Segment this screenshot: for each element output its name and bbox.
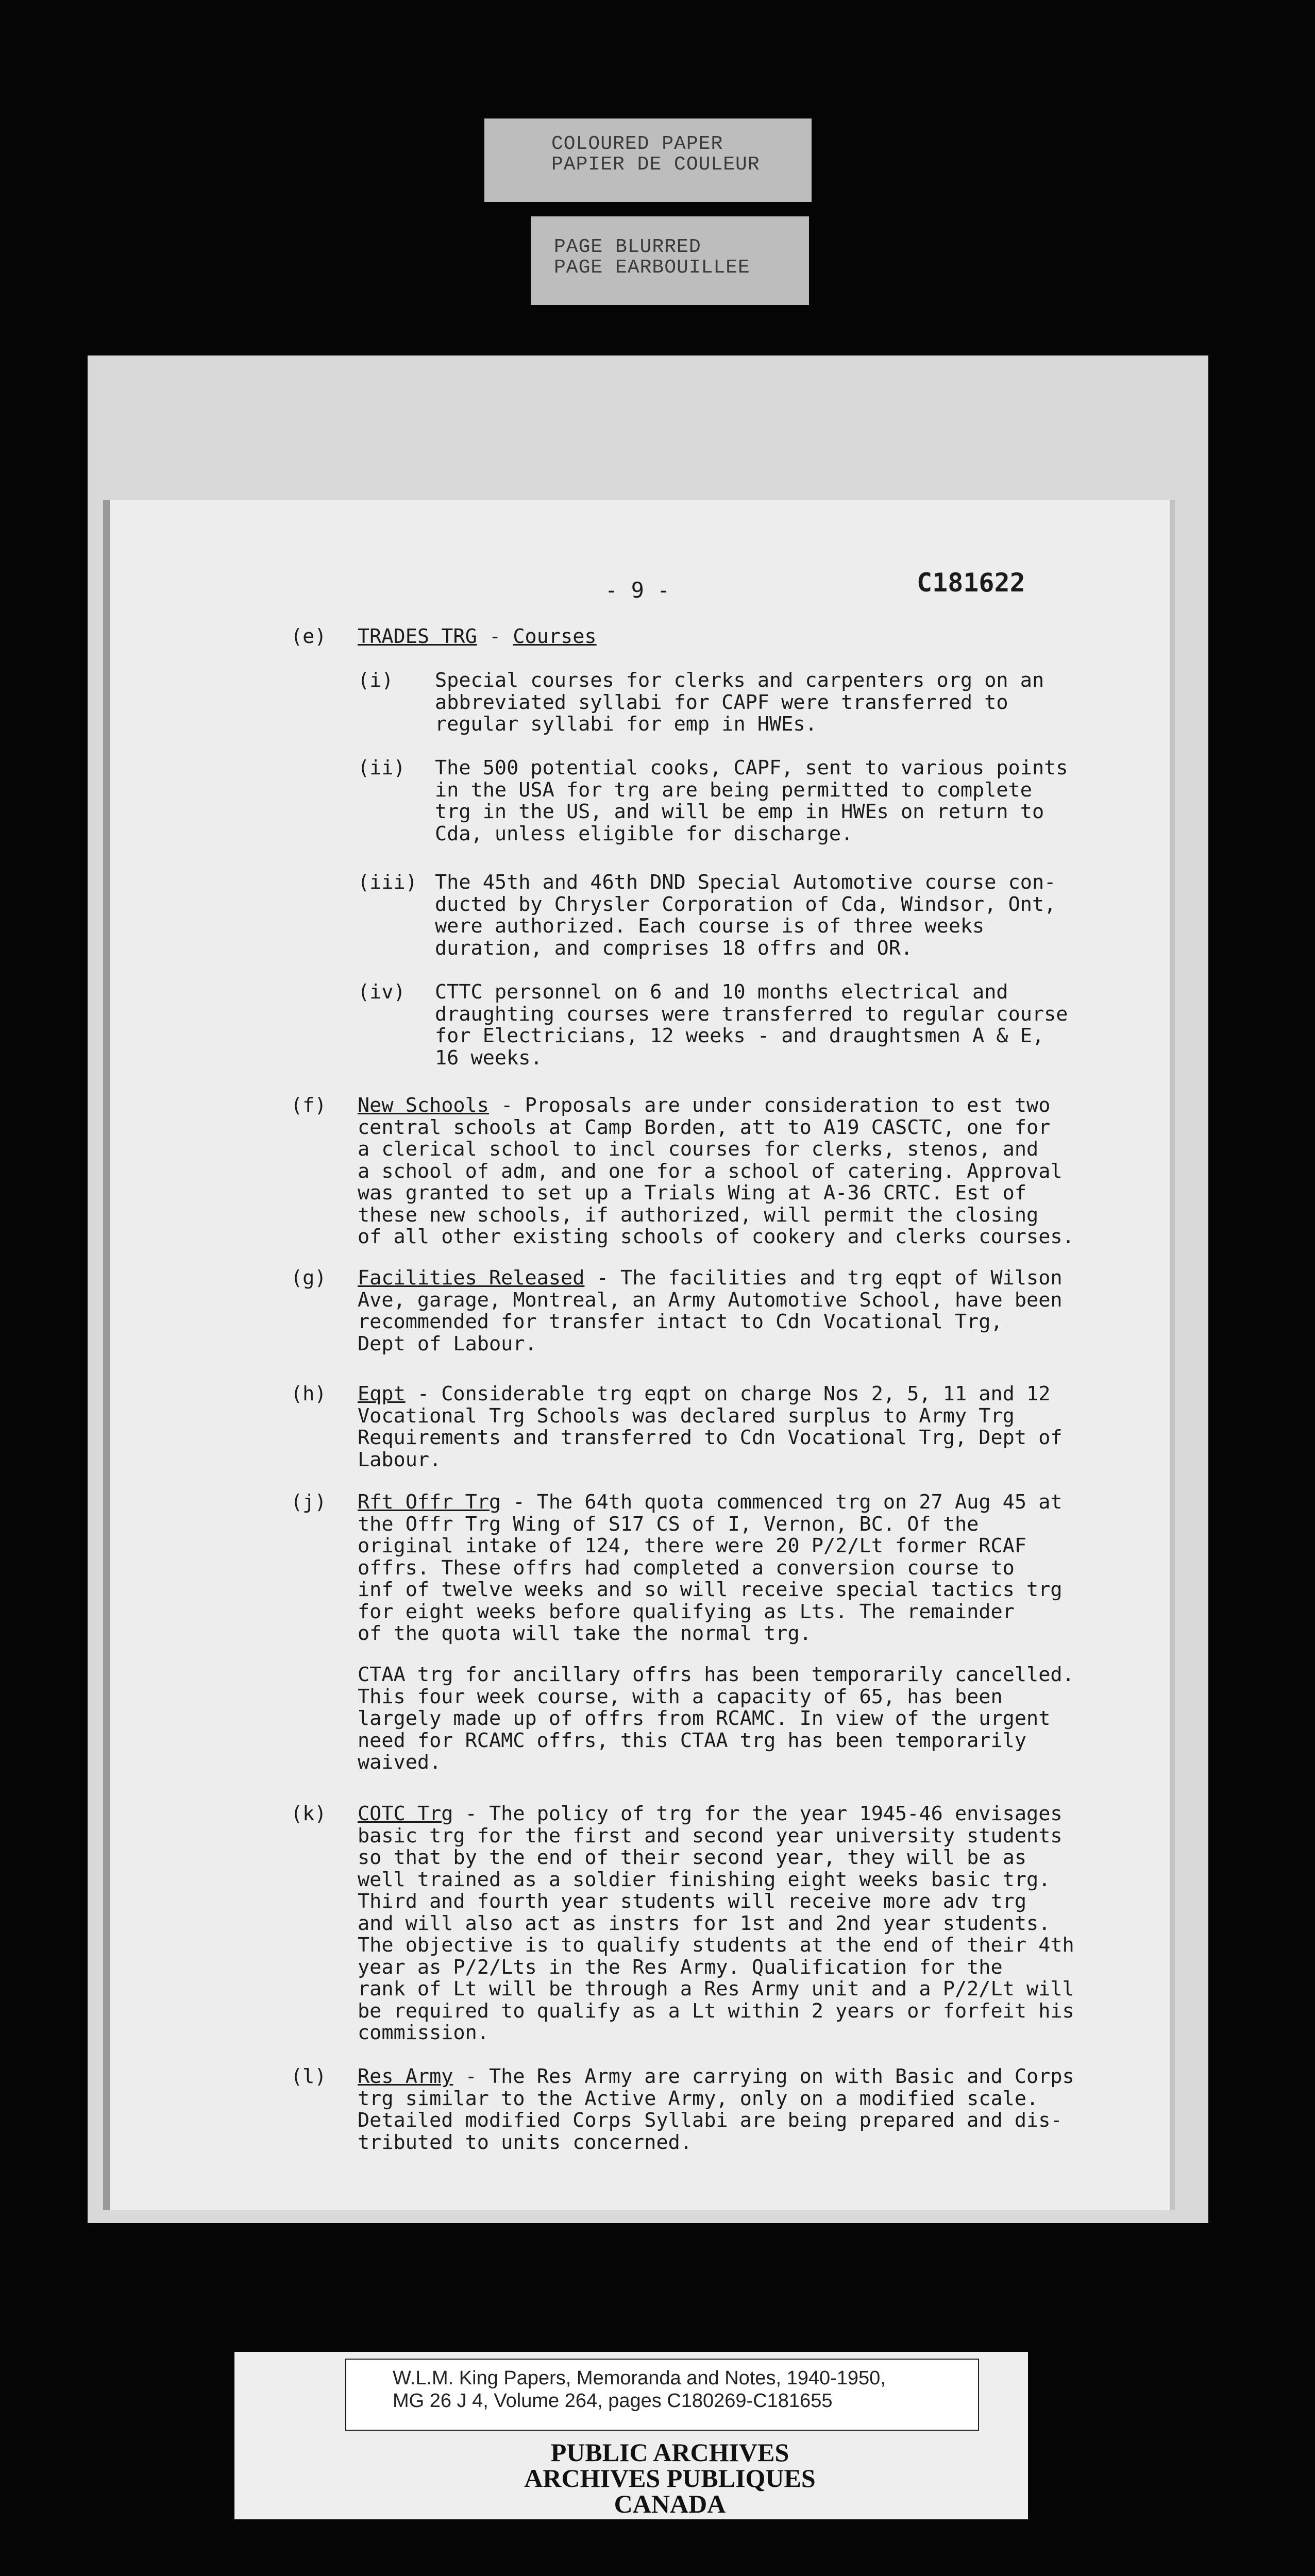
page-blurred-fr: PAGE EARBOUILLEE: [554, 257, 750, 279]
section-j-marker: (j): [291, 1490, 327, 1514]
item-iii-text: The 45th and 46th DND Special Automotive course con- ducted by Chrysler Corporation of Cda, Windsor, Ont, were authorized. Each course is of three weeks duration, and comprises 18 offrs and OR.: [435, 871, 1056, 960]
archives-stamp: [474, 2439, 866, 2517]
section-l-heading: Res Army: [358, 2065, 453, 2088]
section-l-marker: (l): [291, 2065, 327, 2088]
item-ii-marker: (ii): [358, 756, 406, 779]
section-k-heading: COTC Trg: [358, 1802, 453, 1825]
section-k-body: - The policy of trg for the year 1945-46 envisages basic trg for the first and second year university students so that by the end of their second year, they will be as well trained as a soldier finishing eight weeks basic trg. Third and fourth year students will receive more adv trg and will also act as instrs for 1st and 2nd year students. The objective is to qualify students at the end of their 4th year as P/2/Lts in the Res Army. Qualification for the rank of Lt will be through a Res Army unit and a P/2/Lt will be required to qualify as a Lt within 2 years or forfeit his commission.: [358, 1802, 1074, 2044]
section-h-body: - Considerable trg eqpt on charge Nos 2, 5, 11 and 12 Vocational Trg Schools was declared surplus to Army Trg Requirements and transferred to Cdn Vocational Trg, Dept of Labour.: [358, 1382, 1063, 1471]
document-page: [103, 500, 1175, 2210]
coloured-paper-en: COLOURED PAPER: [551, 133, 723, 155]
coloured-paper-fr: PAPIER DE COULEUR: [551, 154, 760, 176]
item-iii-marker: (iii): [358, 871, 417, 894]
citation-box: [345, 2359, 979, 2431]
section-l-text: [358, 2066, 1074, 2154]
section-e-heading: [358, 626, 597, 648]
section-h-marker: (h): [291, 1382, 327, 1405]
section-g-marker: (g): [291, 1266, 327, 1290]
item-i-marker: (i): [358, 669, 394, 692]
page-blurred-label: [531, 216, 809, 305]
item-i-text: Special courses for clerks and carpenters org on an abbreviated syllabi for CAPF were transferred to regular syllabi for emp in HWEs.: [435, 669, 1044, 736]
section-j-body: - The 64th quota commenced trg on 27 Aug 45 at the Offr Trg Wing of S17 CS of I, Vernon, BC. Of the original intake of 124, there were 20 P/2/Lt former RCAF offrs. These offrs had completed a conversion course to inf of twelve weeks and so will receive special tactics trg for eight weeks before qualifying as Lts. The remainder of the quota will take the normal trg.: [358, 1490, 1063, 1645]
page-blurred-en: PAGE BLURRED: [554, 236, 701, 258]
archives-fr: ARCHIVES PUBLIQUES: [524, 2464, 816, 2493]
item-ii-text: The 500 potential cooks, CAPF, sent to various points in the USA for trg are being permitted to complete trg in the US, and will be emp in HWEs on return to Cda, unless eligible for discharge.: [435, 756, 1068, 845]
document-id: C181622: [917, 568, 1025, 598]
section-j-heading: Rft Offr Trg: [358, 1490, 501, 1514]
section-f-text: [358, 1095, 1074, 1248]
citation-line-2: MG 26 J 4, Volume 264, pages C180269-C181655: [393, 2390, 833, 2412]
section-g-heading: Facilities Released: [358, 1266, 585, 1290]
section-e-marker: (e): [291, 625, 327, 648]
item-iv-marker: (iv): [358, 980, 406, 1004]
section-j-text: [358, 1492, 1063, 1645]
item-iv-text: CTTC personnel on 6 and 10 months electrical and draughting courses were transferred to regular course for Electricians, 12 weeks - and draughtsmen A & E, 16 weeks.: [435, 980, 1068, 1070]
section-f-marker: (f): [291, 1094, 327, 1117]
citation-line-1: W.L.M. King Papers, Memoranda and Notes, 1940-1950,: [393, 2367, 886, 2389]
section-g-body: - The facilities and trg eqpt of Wilson Ave, garage, Montreal, an Army Automotive School, have been recommended for transfer intact to Cdn Vocational Trg, Dept of Labour.: [358, 1266, 1063, 1355]
archives-en: PUBLIC ARCHIVES: [550, 2438, 789, 2467]
archives-country: CANADA: [614, 2489, 726, 2518]
document-body: [110, 500, 1170, 2210]
section-e-subtitle: Courses: [513, 625, 597, 648]
page-number: - 9 -: [605, 578, 670, 603]
section-l-body: - The Res Army are carrying on with Basic and Corps trg similar to the Active Army, only on a modified scale. Detailed modified Corps Syllabi are being prepared and dis- tributed to units concerned.: [358, 2065, 1074, 2154]
section-k-marker: (k): [291, 1802, 327, 1825]
ctaa-paragraph: CTAA trg for ancillary offrs has been temporarily cancelled. This four week course, with a capacity of 65, has been largely made up of offrs from RCAMC. In view of the urgent need for RCAMC offrs, this CTAA trg has been temporarily waived.: [358, 1663, 1074, 1774]
section-f-body: - Proposals are under consideration to est two central schools at Camp Borden, att to A19 CASCTC, one for a clerical school to incl courses for clerks, stenos, and a school of adm, and one for a school of catering. Approval was granted to set up a Trials Wing at A-36 CRTC. Est of these new schools, if authorized, will permit the closing of all other existing schools of cookery and clerks courses.: [358, 1094, 1074, 1248]
section-h-text: [358, 1383, 1063, 1471]
section-e-separator: -: [477, 625, 513, 648]
section-g-text: [358, 1267, 1063, 1355]
section-k-text: [358, 1803, 1074, 2044]
section-e-title: TRADES TRG: [358, 625, 477, 648]
section-h-heading: Eqpt: [358, 1382, 406, 1405]
coloured-paper-label: [484, 118, 812, 202]
section-f-heading: New Schools: [358, 1094, 489, 1117]
